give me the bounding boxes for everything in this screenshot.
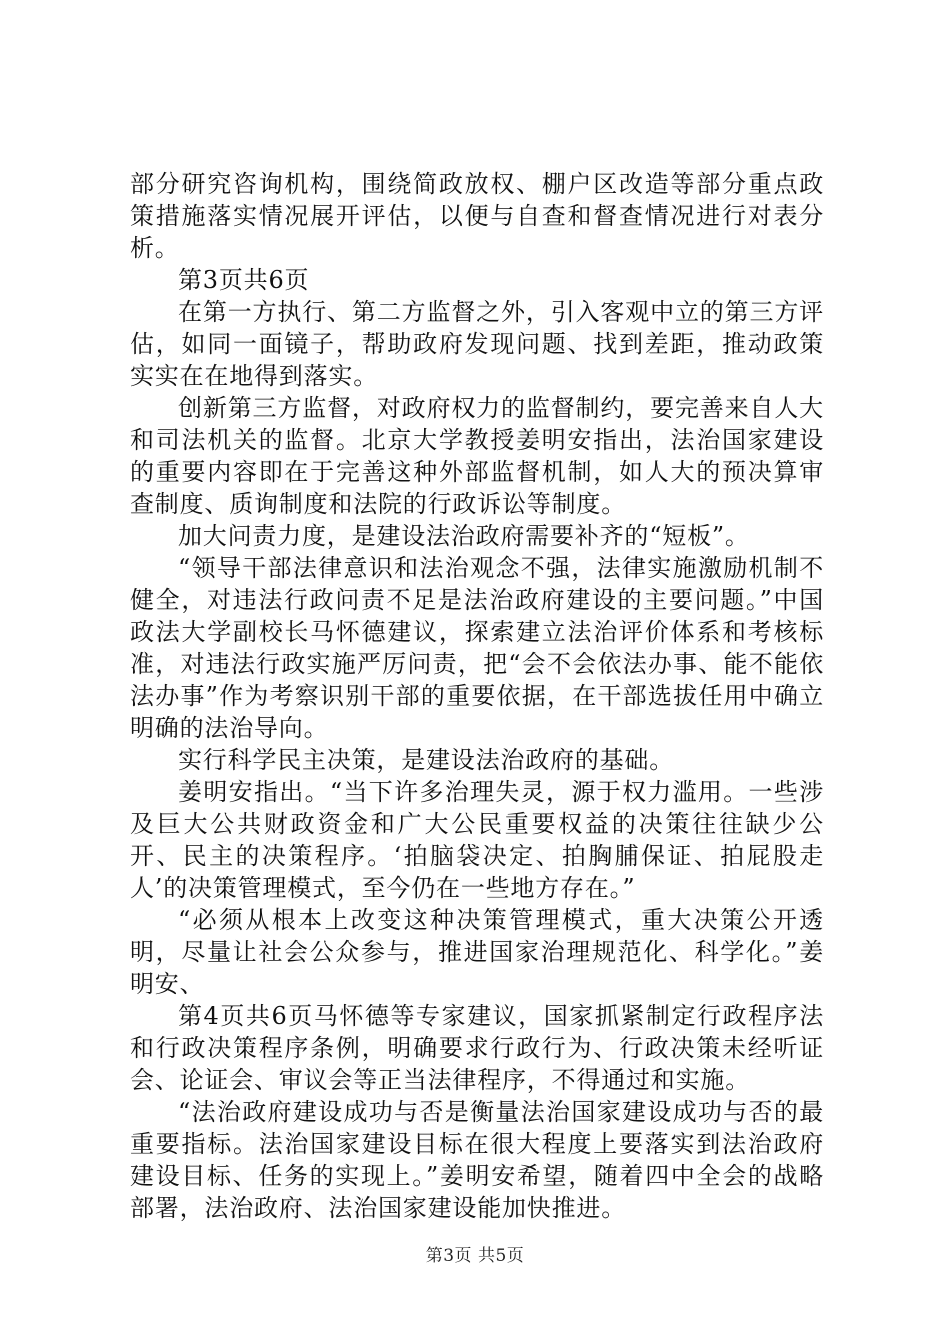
paragraph: “必须从根本上改变这种决策管理模式，重大决策公开透明，尽量让社会公众参与，推进国家治理规范化、科学化。”姜明安、 [130, 906, 824, 998]
paragraph: “领导干部法律意识和法治观念不强，法律实施激励机制不健全，对违法行政问责不足是法治政府建设的主要问题。”中国政法大学副校长马怀德建议，探索建立法治评价体系和考核标准，对违法行政实施严厉问责，把“会不会依法办事、能不能依法办事”作为考察识别干部的重要依据，在干部选拔任用中确立明确的法治导向。 [130, 554, 824, 742]
paragraph: 第4页共6页马怀德等专家建议，国家抓紧制定行政程序法和行政决策程序条例，明确要求行政行为、行政决策未经听证会、论证会、审议会等正当法律程序，不得通过和实施。 [130, 1002, 824, 1094]
paragraph-continuation: 部分研究咨询机构，围绕简政放权、棚户区改造等部分重点政策措施落实情况展开评估，以便与自查和督查情况进行对表分析。 [130, 170, 824, 262]
inline-page-marker: 第3页共6页 [178, 266, 310, 294]
document-body [130, 168, 824, 1224]
page-footer: 第3页 共5页 [425, 1246, 525, 1266]
paragraph: 创新第三方监督，对政府权力的监督制约，要完善来自人大和司法机关的监督。北京大学教授姜明安指出，法治国家建设的重要内容即在于完善这种外部监督机制，如人大的预决算审查制度、质询制度和法院的行政诉讼等制度。 [130, 394, 824, 518]
paragraph: 在第一方执行、第二方监督之外，引入客观中立的第三方评估，如同一面镜子，帮助政府发现问题、找到差距，推动政策实实在在地得到落实。 [130, 298, 824, 390]
paragraph: 加大问责力度，是建设法治政府需要补齐的“短板”。 [178, 522, 750, 550]
paragraph: 姜明安指出。“当下许多治理失灵，源于权力滥用。一些涉及巨大公共财政资金和广大公民重要权益的决策往往缺少公开、民主的决策程序。‘拍脑袋决定、拍胸脯保证、拍屁股走人’的决策管理模式，至今仍在一些地方存在。” [130, 778, 824, 902]
paragraph: “法治政府建设成功与否是衡量法治国家建设成功与否的最重要指标。法治国家建设目标在很大程度上要落实到法治政府建设目标、任务的实现上。”姜明安希望，随着四中全会的战略部署，法治政府、法治国家建设能加快推进。 [130, 1098, 824, 1222]
paragraph: 实行科学民主决策，是建设法治政府的基础。 [178, 746, 674, 774]
